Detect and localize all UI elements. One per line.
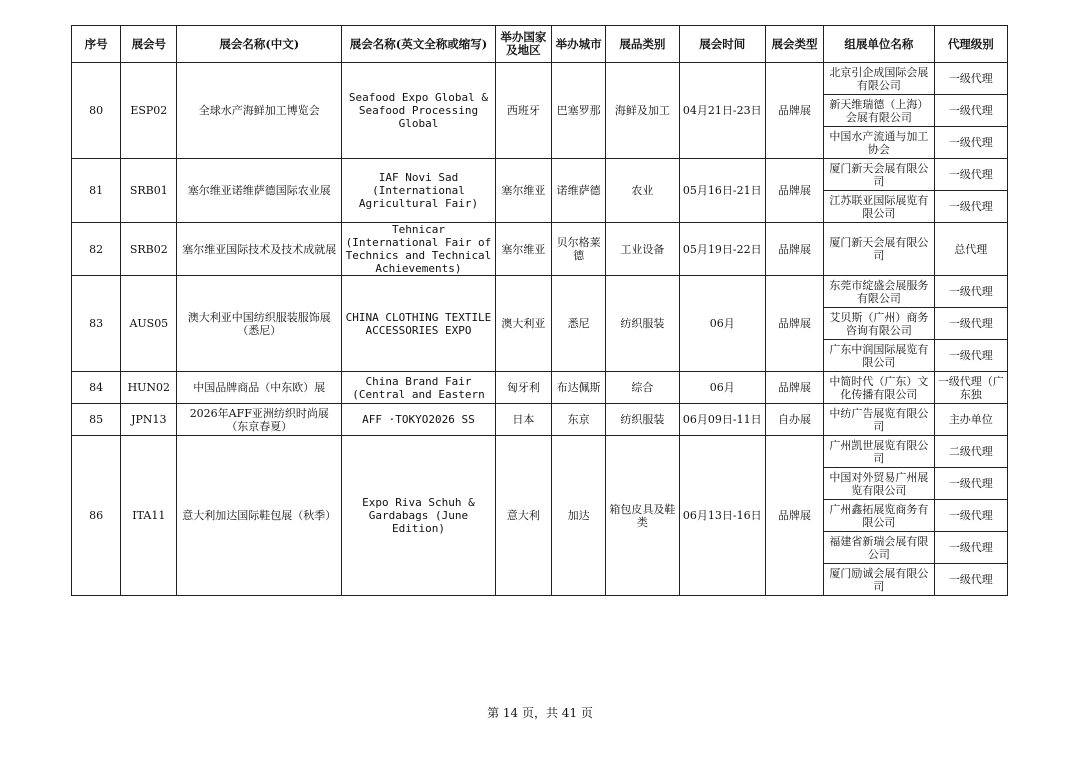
page-number-footer: 第 14 页，共 41 页 (487, 706, 593, 720)
col-header-date: 展会时间 (679, 26, 765, 63)
expo-type: 品牌展 (765, 223, 823, 276)
row-number: 84 (72, 372, 121, 404)
expo-name-en: China Brand Fair (Central and Eastern (342, 372, 496, 404)
product-category: 农业 (606, 159, 679, 223)
expo-code: ESP02 (121, 63, 177, 159)
row-number: 82 (72, 223, 121, 276)
expo-code: JPN13 (121, 404, 177, 436)
expo-date: 06月13日-16日 (679, 436, 765, 596)
expo-type: 品牌展 (765, 372, 823, 404)
organizer-name: 厦门新天会展有限公司 (824, 159, 934, 191)
organizer-name: 厦门新天会展有限公司 (824, 223, 934, 276)
col-header-category: 展品类别 (606, 26, 679, 63)
host-city: 诺维萨德 (552, 159, 606, 223)
expo-code: SRB01 (121, 159, 177, 223)
host-country: 塞尔维亚 (495, 223, 551, 276)
row-number: 86 (72, 436, 121, 596)
agency-level: 一级代理 (934, 276, 1007, 308)
row-number: 85 (72, 404, 121, 436)
organizer-name: 江苏联亚国际展览有限公司 (824, 191, 934, 223)
host-city: 贝尔格莱德 (552, 223, 606, 276)
col-header-organizer: 组展单位名称 (824, 26, 934, 63)
col-header-code: 展会号 (121, 26, 177, 63)
agency-level: 一级代理 (934, 468, 1007, 500)
expo-code: SRB02 (121, 223, 177, 276)
organizer-name: 中纺广告展览有限公司 (824, 404, 934, 436)
col-header-no: 序号 (72, 26, 121, 63)
agency-level: 一级代理 (934, 340, 1007, 372)
expo-name-cn: 全球水产海鲜加工博览会 (177, 63, 342, 159)
agency-level: 总代理 (934, 223, 1007, 276)
col-header-level: 代理级别 (934, 26, 1007, 63)
expo-date: 06月 (679, 372, 765, 404)
header-row (72, 26, 1008, 63)
expo-name-en: CHINA CLOTHING TEXTILE ACCESSORIES EXPO (342, 276, 496, 372)
table-row (72, 436, 1008, 468)
expo-name-cn: 2026年AFF亚洲纺织时尚展（东京春夏） (177, 404, 342, 436)
col-header-type: 展会类型 (765, 26, 823, 63)
expo-code: AUS05 (121, 276, 177, 372)
expo-code: ITA11 (121, 436, 177, 596)
row-number: 81 (72, 159, 121, 223)
expo-name-en: Tehnicar (International Fair of Technics and Technical Achievements) (342, 223, 496, 276)
expo-type: 品牌展 (765, 63, 823, 159)
expo-type: 品牌展 (765, 159, 823, 223)
host-city: 巴塞罗那 (552, 63, 606, 159)
organizer-name: 广东中润国际展览有限公司 (824, 340, 934, 372)
host-country: 西班牙 (495, 63, 551, 159)
expo-name-en: Seafood Expo Global & Seafood Processing Global (342, 63, 496, 159)
agency-level: 一级代理 (934, 532, 1007, 564)
host-city: 布达佩斯 (552, 372, 606, 404)
expo-date: 06月09日-11日 (679, 404, 765, 436)
host-city: 加达 (552, 436, 606, 596)
col-header-city: 举办城市 (552, 26, 606, 63)
expo-name-cn: 塞尔维亚国际技术及技术成就展 (177, 223, 342, 276)
col-header-name-cn: 展会名称(中文) (177, 26, 342, 63)
product-category: 箱包皮具及鞋类 (606, 436, 679, 596)
table-row (72, 372, 1008, 404)
agency-level: 一级代理 (934, 191, 1007, 223)
host-country: 日本 (495, 404, 551, 436)
organizer-name: 艾贝斯（广州）商务咨询有限公司 (824, 308, 934, 340)
expo-type: 品牌展 (765, 436, 823, 596)
expo-code: HUN02 (121, 372, 177, 404)
agency-level: 一级代理 (934, 564, 1007, 596)
host-city: 东京 (552, 404, 606, 436)
host-country: 意大利 (495, 436, 551, 596)
organizer-name: 新天维瑞德（上海）会展有限公司 (824, 95, 934, 127)
expo-date: 05月19日-22日 (679, 223, 765, 276)
product-category: 纺织服装 (606, 276, 679, 372)
col-header-name-en: 展会名称(英文全称或缩写) (342, 26, 496, 63)
table-row (72, 276, 1008, 308)
organizer-name: 北京引企成国际会展有限公司 (824, 63, 934, 95)
product-category: 综合 (606, 372, 679, 404)
host-city: 悉尼 (552, 276, 606, 372)
table-row (72, 223, 1008, 276)
table-header (72, 26, 1008, 63)
organizer-name: 广州鑫拓展览商务有限公司 (824, 500, 934, 532)
organizer-name: 东莞市绽盛会展服务有限公司 (824, 276, 934, 308)
table-row (72, 404, 1008, 436)
product-category: 海鲜及加工 (606, 63, 679, 159)
expo-date: 05月16日-21日 (679, 159, 765, 223)
expo-date: 04月21日-23日 (679, 63, 765, 159)
expo-type: 品牌展 (765, 276, 823, 372)
row-number: 80 (72, 63, 121, 159)
agency-level: 一级代理 (934, 308, 1007, 340)
agency-level: 一级代理 (934, 159, 1007, 191)
row-number: 83 (72, 276, 121, 372)
organizer-name: 中国对外贸易广州展览有限公司 (824, 468, 934, 500)
agency-level: 一级代理 (934, 95, 1007, 127)
agency-level: 一级代理（广东独 (934, 372, 1007, 404)
organizer-name: 厦门励诚会展有限公司 (824, 564, 934, 596)
host-country: 塞尔维亚 (495, 159, 551, 223)
agency-level: 主办单位 (934, 404, 1007, 436)
organizer-name: 中国水产流通与加工协会 (824, 127, 934, 159)
host-country: 匈牙利 (495, 372, 551, 404)
expo-name-cn: 塞尔维亚诺维萨德国际农业展 (177, 159, 342, 223)
col-header-country: 举办国家及地区 (495, 26, 551, 63)
expo-type: 自办展 (765, 404, 823, 436)
agency-level: 一级代理 (934, 500, 1007, 532)
expo-name-cn: 中国品牌商品（中东欧）展 (177, 372, 342, 404)
agency-level: 二级代理 (934, 436, 1007, 468)
organizer-name: 中简时代（广东）文化传播有限公司 (824, 372, 934, 404)
table-row (72, 63, 1008, 95)
table-row (72, 159, 1008, 191)
expo-name-en: AFF ·TOKYO2026 SS (342, 404, 496, 436)
product-category: 工业设备 (606, 223, 679, 276)
expo-name-cn: 澳大利亚中国纺织服装服饰展（悉尼） (177, 276, 342, 372)
host-country: 澳大利亚 (495, 276, 551, 372)
expo-name-en: Expo Riva Schuh & Gardabags (June Edition) (342, 436, 496, 596)
organizer-name: 广州凯世展览有限公司 (824, 436, 934, 468)
exhibition-table (71, 25, 1008, 596)
expo-name-cn: 意大利加达国际鞋包展（秋季） (177, 436, 342, 596)
agency-level: 一级代理 (934, 127, 1007, 159)
product-category: 纺织服装 (606, 404, 679, 436)
agency-level: 一级代理 (934, 63, 1007, 95)
organizer-name: 福建省新瑞会展有限公司 (824, 532, 934, 564)
expo-name-en: IAF Novi Sad (International Agricultural Fair) (342, 159, 496, 223)
expo-date: 06月 (679, 276, 765, 372)
table-body (72, 63, 1008, 596)
